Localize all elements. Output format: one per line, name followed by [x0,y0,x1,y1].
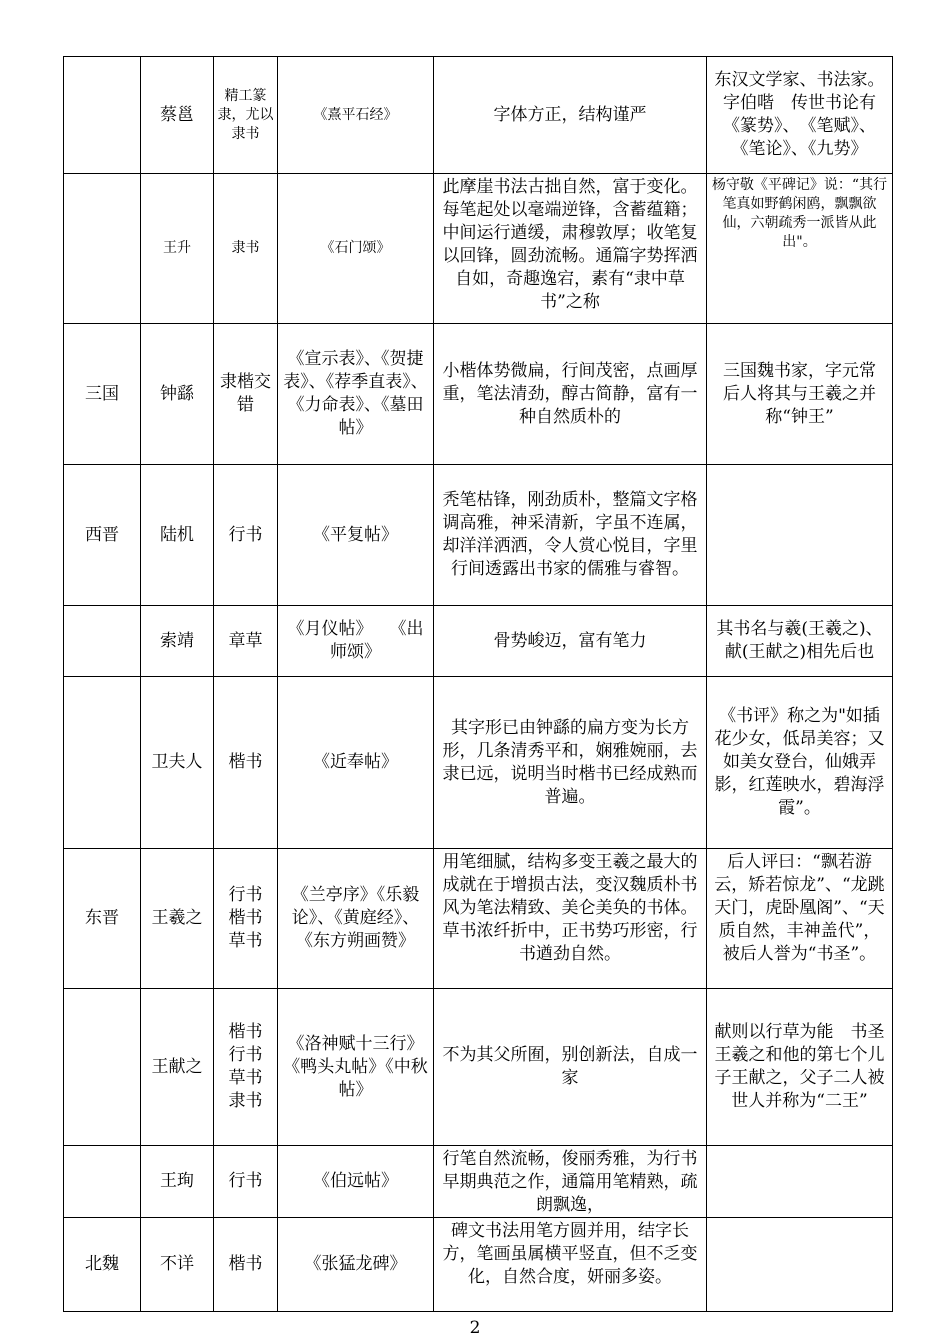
dynasty-cell: 东晋 [64,849,141,989]
name-cell: 索靖 [141,606,214,677]
name-cell: 钟繇 [141,324,214,465]
script-cell: 隶书 [214,174,278,324]
dynasty-cell [64,677,141,849]
dynasty-cell [64,57,141,174]
script-cell: 精工篆隶，尤以隶书 [214,57,278,174]
script-cell: 行书 [214,465,278,606]
table-row [64,465,893,606]
table-row [64,1146,893,1218]
works-cell: 《近奉帖》 [278,677,434,849]
notes-cell: 献则以行草为能 书圣王羲之和他的第七个儿子王献之，父子二人被世人并称为“二王” [707,989,893,1146]
table-row [64,989,893,1146]
notes-cell: 杨守敬《平碑记》说：“其行笔真如野鹤闲鸥，飘飘欲仙，六朝疏秀一派皆从此出"。 [707,174,893,324]
calligraphers-table [63,56,893,1312]
name-cell: 王珣 [141,1146,214,1218]
dynasty-cell [64,606,141,677]
features-cell: 其字形已由钟繇的扁方变为长方形，几条清秀平和，娴雅婉丽，去隶已远，说明当时楷书已经成熟而普遍。 [434,677,707,849]
script-cell: 楷书 [214,677,278,849]
name-cell: 陆机 [141,465,214,606]
dynasty-cell [64,989,141,1146]
works-cell: 《熹平石经》 [278,57,434,174]
works-cell: 《宣示表》、《贺捷表》、《荐季直表》、《力命表》、《墓田帖》 [278,324,434,465]
features-cell: 此摩崖书法古拙自然，富于变化。每笔起处以毫端逆锋，含蓄蕴籍；中间运行遒缓，肃穆敦厚；收笔复以回锋，圆劲流畅。通篇字势挥洒自如，奇趣逸宕，素有“隶中草书”之称 [434,174,707,324]
dynasty-cell [64,1146,141,1218]
notes-cell: 其书名与羲(王羲之)、献(王献之)相先后也 [707,606,893,677]
features-cell: 行笔自然流畅，俊丽秀雅，为行书早期典范之作，通篇用笔精熟，疏朗飘逸， [434,1146,707,1218]
works-cell: 《石门颂》 [278,174,434,324]
notes-cell [707,1218,893,1312]
dynasty-cell: 三国 [64,324,141,465]
dynasty-cell: 西晋 [64,465,141,606]
dynasty-cell [64,174,141,324]
table-row [64,57,893,174]
table-row [64,606,893,677]
script-cell: 楷书 [214,1218,278,1312]
notes-cell: 《书评》称之为"如插花少女，低昂美容；又如美女登台，仙娥弄影，红莲映水，碧海浮霞”。 [707,677,893,849]
works-cell: 《伯远帖》 [278,1146,434,1218]
dynasty-cell: 北魏 [64,1218,141,1312]
table-row [64,677,893,849]
features-cell: 不为其父所囿，别创新法，自成一家 [434,989,707,1146]
table-row [64,324,893,465]
table-row [64,849,893,989]
notes-cell: 后人评曰：“飘若游云，矫若惊龙”、“龙跳天门，虎卧凰阁”、“天质自然，丰神盖代”，被后人誉为“书圣”。 [707,849,893,989]
features-cell: 小楷体势微扁，行间茂密，点画厚重，笔法清劲，醇古简静，富有一种自然质朴的 [434,324,707,465]
name-cell: 不详 [141,1218,214,1312]
table-row [64,174,893,324]
works-cell: 《张猛龙碑》 [278,1218,434,1312]
page-number: 2 [469,1318,481,1338]
script-cell: 行书 [214,1146,278,1218]
works-cell: 《兰亭序》《乐毅论》、《黄庭经》、《东方朔画赞》 [278,849,434,989]
notes-cell: 三国魏书家，字元常 后人将其与王羲之并称“钟王” [707,324,893,465]
features-cell: 用笔细腻，结构多变王羲之最大的成就在于增损古法，变汉魏质朴书风为笔法精致、美仑美奂的书体。草书浓纤折中，正书势巧形密，行书遒劲自然。 [434,849,707,989]
notes-cell [707,1146,893,1218]
name-cell: 王升 [141,174,214,324]
features-cell: 秃笔枯锋，刚劲质朴，整篇文字格调高雅，神采清新，字虽不连属，却洋洋洒洒，令人赏心悦目，字里行间透露出书家的儒雅与睿智。 [434,465,707,606]
notes-cell: 东汉文学家、书法家。字伯喈 传世书论有《篆势》、 《笔赋》、《笔论》、《九势》 [707,57,893,174]
script-cell: 行书 楷书 草书 [214,849,278,989]
table-row [64,1218,893,1312]
works-cell: 《平复帖》 [278,465,434,606]
name-cell: 王羲之 [141,849,214,989]
notes-cell [707,465,893,606]
name-cell: 卫夫人 [141,677,214,849]
features-cell: 字体方正，结构谨严 [434,57,707,174]
script-cell: 隶楷交错 [214,324,278,465]
features-cell: 碑文书法用笔方圆并用，结字长方，笔画虽属横平竖直，但不乏变化，自然合度，妍丽多姿。 [434,1218,707,1312]
works-cell: 《洛神赋十三行》《鸭头丸帖》《中秋帖》 [278,989,434,1146]
name-cell: 王献之 [141,989,214,1146]
name-cell: 蔡邕 [141,57,214,174]
features-cell: 骨势峻迈，富有笔力 [434,606,707,677]
script-cell: 楷书 行书 草书 隶书 [214,989,278,1146]
works-cell: 《月仪帖》 《出师颂》 [278,606,434,677]
script-cell: 章草 [214,606,278,677]
